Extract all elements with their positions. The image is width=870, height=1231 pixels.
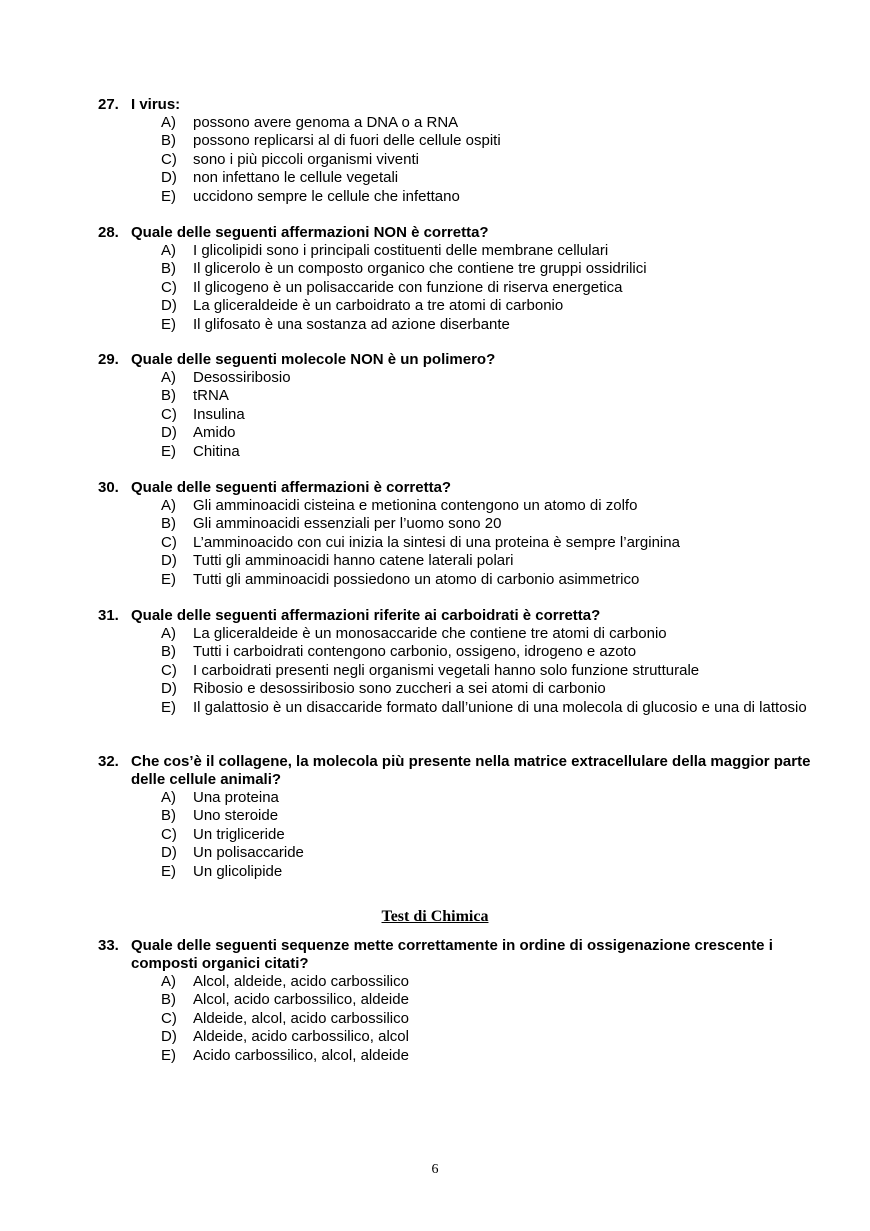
question-heading <box>0 753 870 789</box>
option-letter: B) <box>161 387 176 405</box>
answer-option <box>0 114 870 132</box>
answer-option <box>0 443 870 461</box>
option-text: Una proteina <box>193 789 279 806</box>
question-number: 33. <box>98 937 119 954</box>
option-letter: B) <box>161 643 176 661</box>
question-text: Quale delle seguenti affermazioni riferite ai carboidrati è corretta? <box>131 607 601 624</box>
answer-option <box>0 680 870 698</box>
option-letter: D) <box>161 297 177 315</box>
answer-option <box>0 662 870 680</box>
option-letter: A) <box>161 973 176 990</box>
option-letter: B) <box>161 515 176 533</box>
option-text: Insulina <box>193 405 245 423</box>
option-text: I carboidrati presenti negli organismi vegetali hanno solo funzione strutturale <box>193 661 700 679</box>
answer-option <box>0 863 870 881</box>
question-block <box>0 753 870 881</box>
option-letter: B) <box>161 807 176 825</box>
answer-option <box>0 151 870 169</box>
option-letter: B) <box>161 991 176 1009</box>
option-letter: E) <box>161 1046 176 1064</box>
question-text: Che cos’è il collagene, la molecola più presente nella matrice extracellulare della maggior parte delle cellule animali? <box>131 753 811 788</box>
answer-option <box>0 973 870 991</box>
option-letter: E) <box>161 315 176 333</box>
question-block <box>0 479 870 589</box>
answer-option <box>0 789 870 807</box>
option-letter: D) <box>161 1028 177 1046</box>
option-text: Acido carbossilico, alcol, aldeide <box>193 1046 409 1064</box>
option-letter: E) <box>161 862 176 880</box>
question-number: 27. <box>98 96 119 113</box>
option-text: Gli amminoacidi cisteina e metionina contengono un atomo di zolfo <box>193 497 638 514</box>
option-letter: E) <box>161 698 176 716</box>
option-text: sono i più piccoli organismi viventi <box>193 150 419 168</box>
option-text: L’amminoacido con cui inizia la sintesi di una proteina è sempre l’arginina <box>193 533 680 551</box>
option-text: Il glicerolo è un composto organico che contiene tre gruppi ossidrilici <box>193 260 647 278</box>
question-number: 30. <box>98 479 119 496</box>
question-text: Quale delle seguenti affermazioni NON è corretta? <box>131 224 489 241</box>
answer-option <box>0 188 870 206</box>
answer-option <box>0 387 870 405</box>
option-text: Ribosio e desossiribosio sono zuccheri a sei atomi di carbonio <box>193 680 606 698</box>
question-heading <box>0 351 870 369</box>
option-text: Gli amminoacidi essenziali per l’uomo sono 20 <box>193 515 502 533</box>
option-letter: D) <box>161 424 177 442</box>
option-text: Chitina <box>193 442 240 460</box>
answer-option <box>0 571 870 589</box>
option-letter: E) <box>161 442 176 460</box>
option-text: Uno steroide <box>193 807 279 825</box>
option-text: Il glifosato è una sostanza ad azione diserbante <box>193 315 510 333</box>
option-letter: A) <box>161 369 176 386</box>
option-text: Aldeide, acido carbossilico, alcol <box>193 1028 409 1046</box>
option-letter: C) <box>161 533 177 551</box>
question-number: 32. <box>98 753 119 770</box>
option-text: Un glicolipide <box>193 862 283 880</box>
option-text: uccidono sempre le cellule che infettano <box>193 187 460 205</box>
answer-option <box>0 515 870 533</box>
option-letter: A) <box>161 114 176 131</box>
option-text: Desossiribosio <box>193 369 291 386</box>
option-letter: D) <box>161 680 177 698</box>
option-text: I glicolipidi sono i principali costituenti delle membrane cellulari <box>193 242 609 259</box>
answer-option <box>0 279 870 297</box>
option-text: non infettano le cellule vegetali <box>193 169 399 187</box>
question-text: Quale delle seguenti sequenze mette correttamente in ordine di ossigenazione crescente i composti organici citati? <box>131 937 773 972</box>
answer-option <box>0 242 870 260</box>
question-number: 31. <box>98 607 119 624</box>
question-block <box>0 224 870 334</box>
option-letter: C) <box>161 405 177 423</box>
option-letter: D) <box>161 552 177 570</box>
option-letter: C) <box>161 1009 177 1027</box>
question-text: Quale delle seguenti affermazioni è corretta? <box>131 479 452 496</box>
option-letter: C) <box>161 278 177 296</box>
answer-option <box>0 316 870 334</box>
answer-option <box>0 1028 870 1046</box>
option-letter: D) <box>161 844 177 862</box>
question-heading <box>0 479 870 497</box>
question-number: 29. <box>98 351 119 368</box>
option-letter: A) <box>161 789 176 806</box>
option-text: Alcol, aldeide, acido carbossilico <box>193 973 409 990</box>
question-number: 28. <box>98 224 119 241</box>
option-text: Tutti gli amminoacidi possiedono un atomo di carbonio asimmetrico <box>193 570 640 588</box>
answer-option <box>0 991 870 1009</box>
option-letter: B) <box>161 132 176 150</box>
answer-option <box>0 369 870 387</box>
option-text: possono replicarsi al di fuori delle cellule ospiti <box>193 132 501 150</box>
option-letter: A) <box>161 242 176 259</box>
answer-option <box>0 534 870 552</box>
answer-option <box>0 826 870 844</box>
option-letter: E) <box>161 187 176 205</box>
answer-option <box>0 699 870 717</box>
option-text: Tutti i carboidrati contengono carbonio, ossigeno, idrogeno e azoto <box>193 643 637 661</box>
option-letter: D) <box>161 169 177 187</box>
question-heading <box>0 607 870 625</box>
question-block <box>0 351 870 461</box>
option-text: possono avere genoma a DNA o a RNA <box>193 114 459 131</box>
option-text: Un polisaccaride <box>193 844 304 862</box>
answer-option <box>0 297 870 315</box>
option-letter: C) <box>161 150 177 168</box>
answer-option <box>0 424 870 442</box>
question-block <box>0 607 870 717</box>
answer-option <box>0 807 870 825</box>
answer-option <box>0 132 870 150</box>
option-letter: C) <box>161 661 177 679</box>
option-text: Un trigliceride <box>193 825 285 843</box>
answer-option <box>0 497 870 515</box>
option-text: Il galattosio è un disaccaride formato dall’unione di una molecola di glucosio e una di lattosio <box>193 698 807 716</box>
answer-option <box>0 625 870 643</box>
question-text: I virus: <box>131 96 181 113</box>
option-text: Amido <box>193 424 236 442</box>
question-block <box>0 96 870 206</box>
answer-option <box>0 643 870 661</box>
question-heading <box>0 224 870 242</box>
question-heading <box>0 96 870 114</box>
option-letter: E) <box>161 570 176 588</box>
option-text: La gliceraldeide è un carboidrato a tre atomi di carbonio <box>193 297 564 315</box>
answer-option <box>0 844 870 862</box>
option-text: Alcol, acido carbossilico, aldeide <box>193 991 409 1009</box>
answer-option <box>0 260 870 278</box>
question-block <box>0 937 870 1065</box>
answer-option <box>0 1047 870 1065</box>
option-letter: A) <box>161 625 176 642</box>
answer-option <box>0 169 870 187</box>
option-text: La gliceraldeide è un monosaccaride che contiene tre atomi di carbonio <box>193 625 667 642</box>
question-heading <box>0 937 870 973</box>
answer-option <box>0 552 870 570</box>
option-text: tRNA <box>193 387 229 405</box>
option-text: Aldeide, alcol, acido carbossilico <box>193 1009 409 1027</box>
section-title: Test di Chimica <box>381 908 489 925</box>
answer-option <box>0 406 870 424</box>
answer-option <box>0 1010 870 1028</box>
option-letter: B) <box>161 260 176 278</box>
option-text: Tutti gli amminoacidi hanno catene laterali polari <box>193 552 514 570</box>
option-text: Il glicogeno è un polisaccaride con funzione di riserva energetica <box>193 278 623 296</box>
option-letter: A) <box>161 497 176 514</box>
page-number: 6 <box>431 1162 439 1177</box>
question-text: Quale delle seguenti molecole NON è un polimero? <box>131 351 496 368</box>
option-letter: C) <box>161 825 177 843</box>
